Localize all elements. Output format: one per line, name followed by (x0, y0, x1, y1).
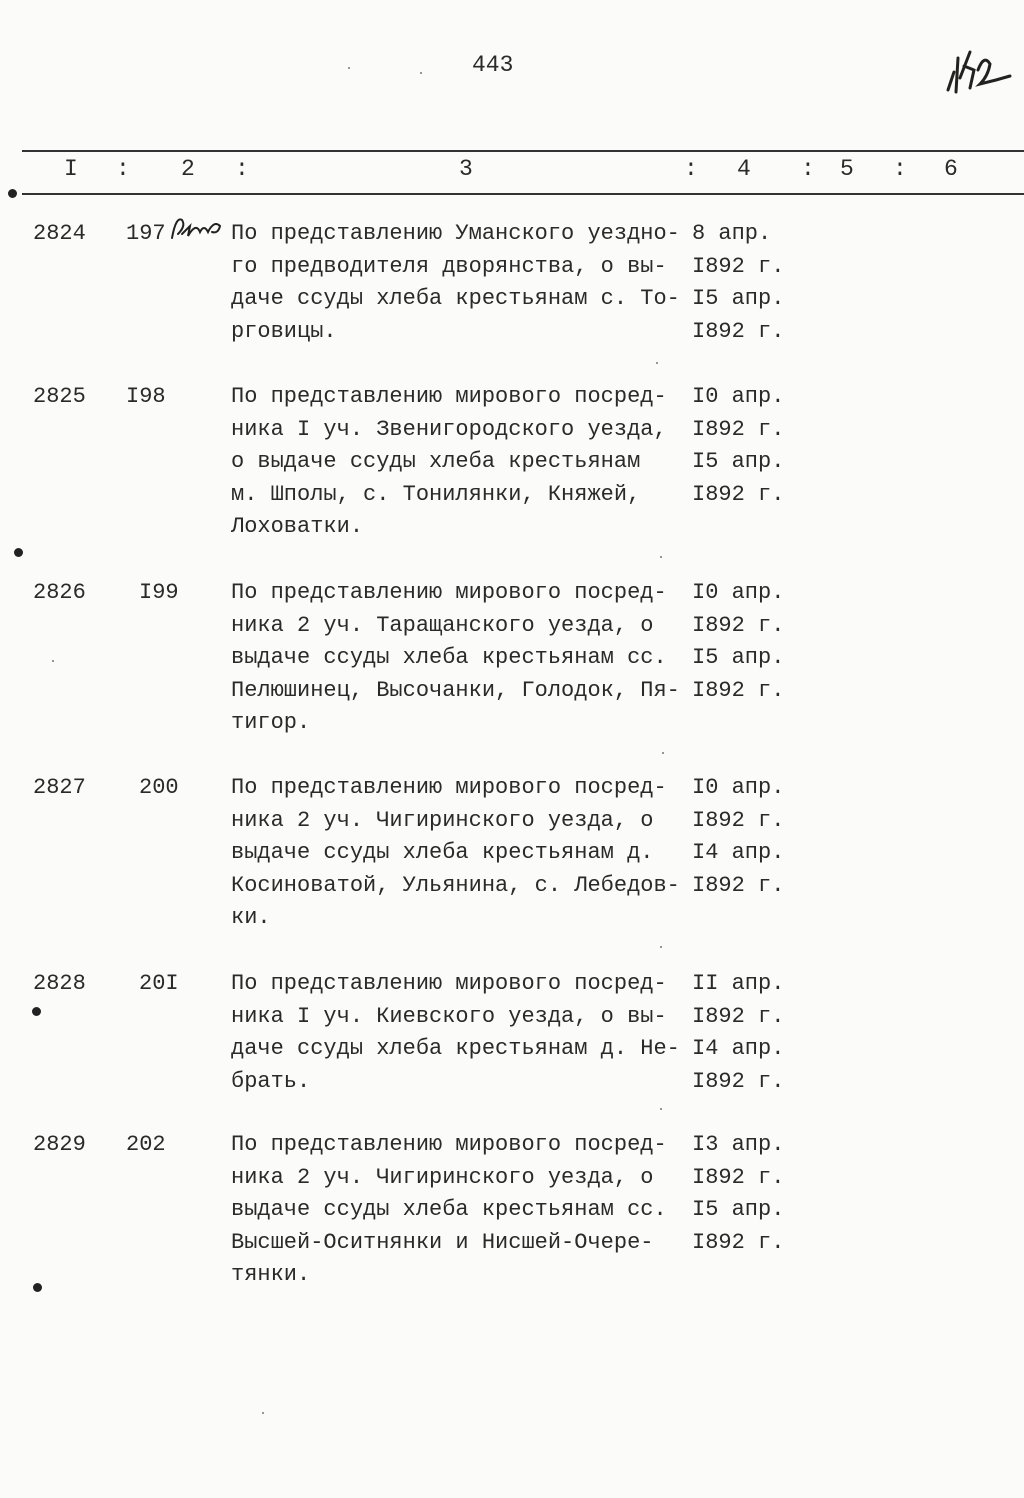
col4-header: 4 (737, 156, 751, 182)
entry-description: По представлению мирового посред- ника I уч. Киевского уезда, о вы- даче ссуды хлеба крестьянам д. Не- брать. (231, 971, 680, 1094)
scan-speck (348, 67, 350, 69)
entry-dates: II апр. I892 г. I4 апр. I892 г. (692, 971, 785, 1094)
scan-speck (52, 660, 54, 662)
entry-number: 2825 (33, 384, 86, 409)
case-number: I98 (126, 384, 166, 409)
punch-hole-mark (8, 189, 17, 198)
col6-header: 6 (944, 156, 958, 182)
header-top-rule (22, 150, 1024, 152)
entry-description: По представлению мирового посред- ника I уч. Звенигородского уезда, о выдаче ссуды хлеба крестьянам м. Шполы, с. Тонилянки, Княжей, Лоховатки. (231, 384, 667, 539)
col-separator: : (116, 156, 130, 182)
col-separator: : (893, 156, 907, 182)
entry-number: 2827 (33, 775, 86, 800)
scan-speck (660, 1108, 662, 1110)
header-bottom-rule (22, 193, 1024, 195)
handwritten-folio-number (940, 40, 1020, 100)
punch-hole-mark (33, 1283, 42, 1292)
entry-description: По представлению мирового посред- ника 2 уч. Чигиринского уезда, о выдаче ссуды хлеба крестьянам д. Косиноватой, Ульянина, с. Лебедов- ки. (231, 775, 680, 930)
handwritten-case-annotation (168, 212, 230, 249)
case-number: 200 (139, 775, 179, 800)
case-number: 197 (126, 221, 166, 246)
entry-dates: I3 апр. I892 г. I5 апр. I892 г. (692, 1132, 785, 1255)
entry-number: 2826 (33, 580, 86, 605)
case-number: I99 (139, 580, 179, 605)
col-separator: : (801, 156, 815, 182)
scan-speck (660, 556, 662, 558)
entry-description: По представлению Уманского уездно- го предводителя дворянства, о вы- даче ссуды хлеба крестьянам с. То- рговицы. (231, 221, 680, 344)
col3-header: 3 (459, 156, 473, 182)
col-separator: : (235, 156, 249, 182)
punch-hole-mark (32, 1007, 41, 1016)
entry-description: По представлению мирового посред- ника 2 уч. Таращанского уезда, о выдаче ссуды хлеба крестьянам сс. Пелюшинец, Высочанки, Голодок, Пя- тигор. (231, 580, 680, 735)
punch-hole-mark (14, 548, 23, 557)
case-number: 20I (139, 971, 179, 996)
entry-number: 2828 (33, 971, 86, 996)
entry-dates: 8 апр. I892 г. I5 апр. I892 г. (692, 221, 785, 344)
entry-dates: I0 апр. I892 г. I4 апр. I892 г. (692, 775, 785, 898)
case-number: 202 (126, 1132, 166, 1157)
scan-speck (662, 752, 664, 754)
entry-number: 2824 (33, 221, 86, 246)
entry-number: 2829 (33, 1132, 86, 1157)
entry-description: По представлению мирового посред- ника 2 уч. Чигиринского уезда, о выдаче ссуды хлеба крестьянам сс. Высшей-Оситнянки и Нисшей-Очере- тянки. (231, 1132, 667, 1287)
col1-header: I (64, 156, 78, 182)
col-separator: : (684, 156, 698, 182)
scan-speck (660, 946, 662, 948)
scan-speck (656, 362, 658, 364)
scan-speck (420, 72, 422, 74)
col2-header: 2 (181, 156, 195, 182)
page-number: 443 (472, 52, 514, 78)
entry-dates: I0 апр. I892 г. I5 апр. I892 г. (692, 384, 785, 507)
scan-speck (262, 1412, 264, 1414)
entry-dates: I0 апр. I892 г. I5 апр. I892 г. (692, 580, 785, 703)
col5-header: 5 (840, 156, 854, 182)
